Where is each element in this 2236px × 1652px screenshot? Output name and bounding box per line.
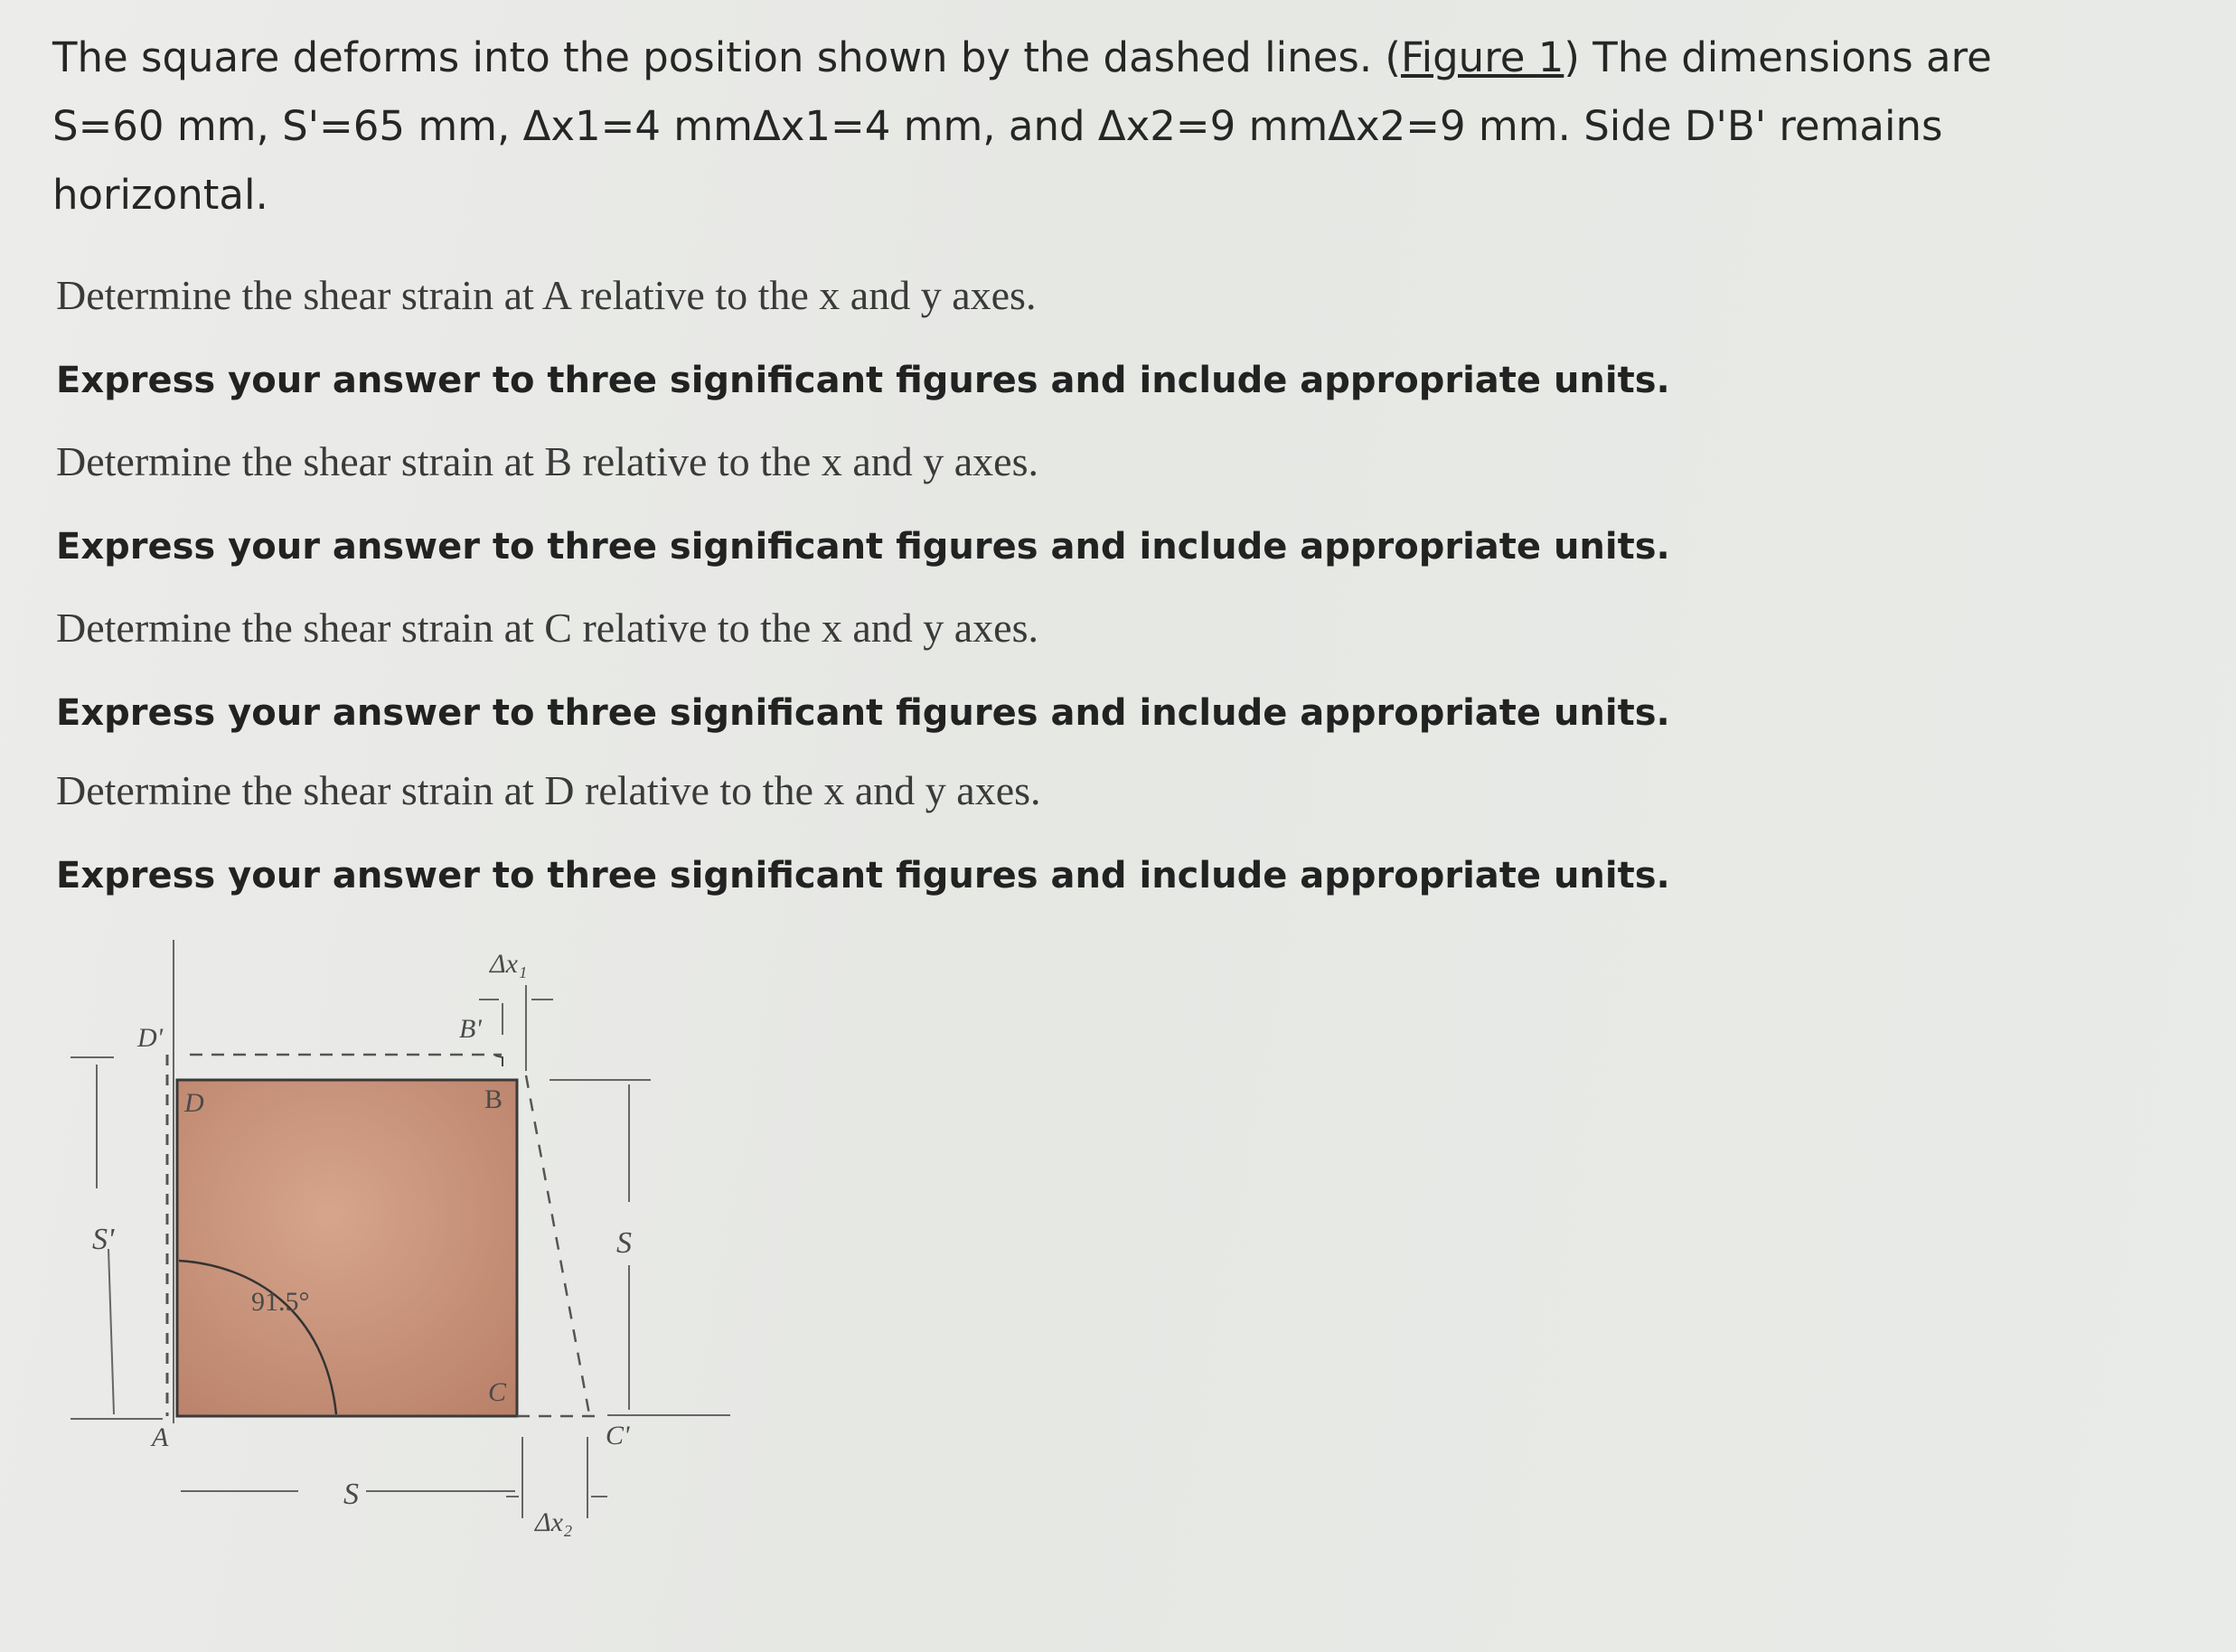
question-c-instruction: Express your answer to three significant figures and include appropriate units.: [56, 692, 1670, 734]
question-a-prompt: Determine the shear strain at A relative to the x and y axes.: [56, 272, 1037, 318]
deformed-right-edge: [526, 1075, 589, 1414]
s-prime-label: S': [92, 1223, 115, 1256]
s-prime-dim-lower: [108, 1249, 114, 1414]
c-prime-label: C': [606, 1421, 630, 1450]
b-label: B: [484, 1084, 503, 1114]
question-b-prompt: Determine the shear strain at B relative to the x and y axes.: [56, 438, 1038, 484]
intro-text-start: The square deforms into the position shown by the dashed lines. (: [52, 33, 1401, 81]
figure-1-link[interactable]: Figure 1: [1401, 33, 1564, 81]
b-prime-corner: [495, 1056, 503, 1066]
question-b-instruction: Express your answer to three significant figures and include appropriate units.: [56, 526, 1670, 568]
angle-label: 91.5°: [251, 1287, 310, 1317]
intro-text-end: ) The dimensions are S=60 mm, S'=65 mm, Δx1=4 mmΔx1=4 mm, and Δx2=9 mmΔx2=9 mm. Side D'B' remains horizontal.: [52, 33, 1992, 219]
d-prime-label: D': [137, 1023, 164, 1053]
s-bottom-label: S: [343, 1478, 359, 1511]
question-d-prompt: Determine the shear strain at D relative to the x and y axes.: [56, 767, 1041, 813]
c-label: C: [488, 1377, 507, 1407]
deformation-figure: [54, 931, 759, 1545]
dx1-label: Δx₁: [490, 949, 528, 979]
question-c-prompt: Determine the shear strain at C relative to the x and y axes.: [56, 605, 1038, 651]
question-d-instruction: Express your answer to three significant figures and include appropriate units.: [56, 855, 1670, 896]
original-square: [177, 1080, 517, 1416]
s-right-label: S: [616, 1226, 632, 1260]
a-label: A: [152, 1422, 169, 1452]
question-a-instruction: Express your answer to three significant figures and include appropriate units.: [56, 360, 1670, 401]
b-prime-label: B': [459, 1014, 482, 1044]
problem-statement: [52, 23, 2023, 230]
d-label: D: [184, 1088, 204, 1118]
dx2-label: Δx₂: [535, 1507, 573, 1537]
